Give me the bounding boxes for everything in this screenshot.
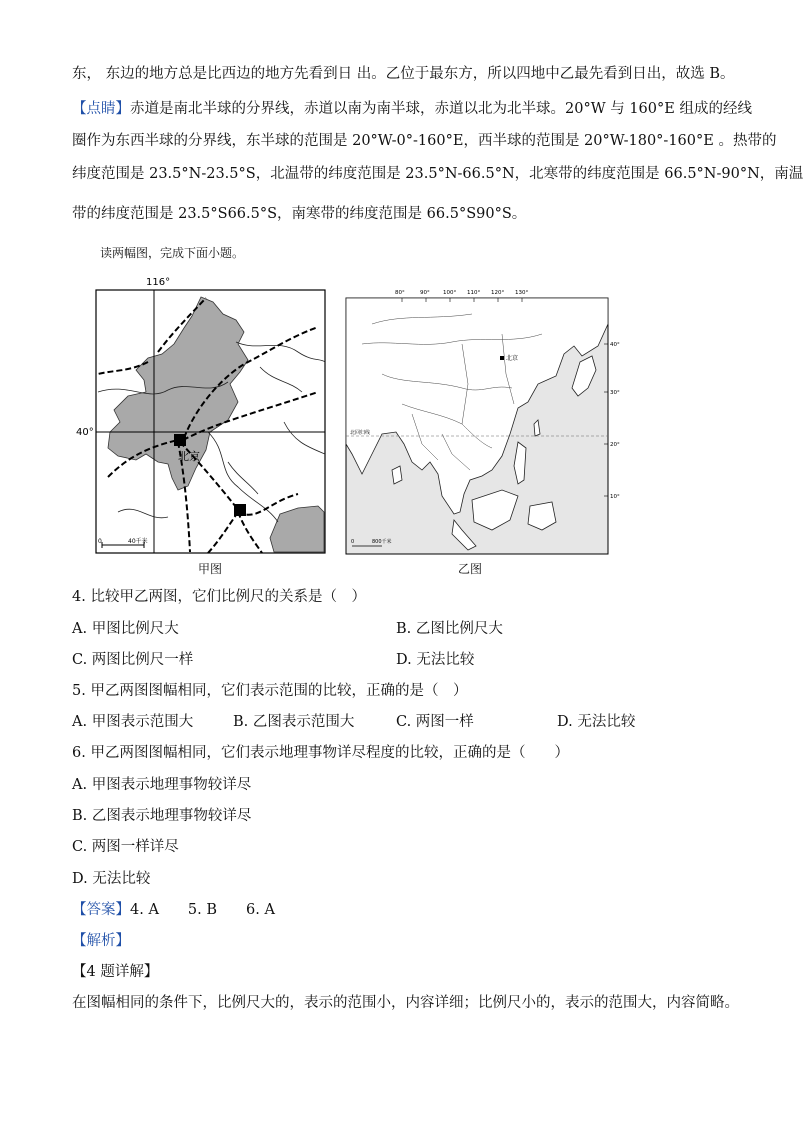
detail-text: 在图幅相同的条件下，比例尺大的，表示的范围小，内容详细；比例尺小的，表示的范围大，内容简略。 xyxy=(72,995,739,1011)
q5-option-c[interactable]: C. 两图一样 xyxy=(396,714,474,730)
intro-text: 读两幅图，完成下面小题。 xyxy=(100,246,245,260)
beijing-label: 北京 xyxy=(178,450,200,463)
q5-option-a[interactable]: A. 甲图表示范围大 xyxy=(72,714,194,730)
paragraph-2-text: 赤道是南北半球的分界线，赤道以南为南半球，赤道以北为北半球。20°W 与 160°E 组成的经线 xyxy=(130,101,752,117)
q6-option-c[interactable]: C. 两图一样详尽 xyxy=(72,839,179,855)
answer-line xyxy=(72,900,275,920)
svg-text:0: 0 xyxy=(98,538,102,545)
paragraph-4: 纬度范围是 23.5°N-23.5°S，北温带的纬度范围是 23.5°N-66.5°N，北寒带的纬度范围是 66.5°N-90°N，南温 xyxy=(72,166,803,182)
lon-tick-90: 90° xyxy=(420,290,430,296)
paragraph-5: 带的纬度范围是 23.5°S66.5°S，南寒带的纬度范围是 66.5°S90°S。 xyxy=(72,206,527,222)
q4-option-c[interactable]: C. 两图比例尺一样 xyxy=(72,652,194,668)
map-jia xyxy=(76,272,330,560)
paragraph-2 xyxy=(72,99,752,119)
svg-text:40千米: 40千米 xyxy=(128,538,148,545)
q4-option-b[interactable]: B. 乙图比例尺大 xyxy=(396,621,503,637)
q5-option-b[interactable]: B. 乙图表示范围大 xyxy=(233,714,355,730)
lat-tick-20: 20° xyxy=(610,442,620,448)
answer-text: 4. A 5. B 6. A xyxy=(130,902,275,918)
tropic-label: 北回归线 xyxy=(350,430,371,436)
q5-stem: 5. 甲乙两图图幅相同，它们表示范围的比较，正确的是（ ） xyxy=(72,683,468,699)
tip-tag: 【点睛】 xyxy=(72,101,130,117)
svg-text:800千米: 800千米 xyxy=(372,539,392,545)
city-block-beijing xyxy=(174,434,186,446)
lon-tick-120: 120° xyxy=(491,290,505,296)
svg-text:0: 0 xyxy=(351,539,355,545)
caption-yi: 乙图 xyxy=(457,562,482,576)
q4-option-a[interactable]: A. 甲图比例尺大 xyxy=(72,621,179,637)
lon-tick-110: 110° xyxy=(467,290,481,296)
lon-label-116: 116° xyxy=(146,277,171,288)
q4-stem: 4. 比较甲乙两图，它们比例尺的关系是（ ） xyxy=(72,589,366,605)
q6-option-b[interactable]: B. 乙图表示地理事物较详尽 xyxy=(72,808,252,824)
detail-tag: 【4 题详解】 xyxy=(72,964,159,980)
lat-tick-10: 10° xyxy=(610,494,620,500)
beijing-label-yi: 北京 xyxy=(506,355,519,362)
lon-tick-80: 80° xyxy=(395,290,405,296)
lat-tick-40: 40° xyxy=(610,342,620,348)
lon-tick-130: 130° xyxy=(515,290,529,296)
lat-label-40: 40° xyxy=(76,427,94,438)
q6-stem: 6. 甲乙两图图幅相同，它们表示地理事物详尽程度的比较，正确的是（ ） xyxy=(72,745,569,761)
paragraph-3: 圈作为东西半球的分界线，东半球的范围是 20°W-0°-160°E，西半球的范围是 20°W-180°-160°E 。热带的 xyxy=(72,133,777,149)
beijing-marker xyxy=(500,356,504,360)
analysis-tag: 【解析】 xyxy=(72,933,130,949)
answer-tag: 【答案】 xyxy=(72,902,130,918)
lat-tick-30: 30° xyxy=(610,390,620,396)
q4-option-d[interactable]: D. 无法比较 xyxy=(396,652,475,668)
city-block-secondary xyxy=(234,504,246,516)
q6-option-a[interactable]: A. 甲图表示地理事物较详尽 xyxy=(72,777,252,793)
paragraph-1: 东， 东边的地方总是比西边的地方先看到日 出。乙位于最东方，所以四地中乙最先看到日出，故选 B。 xyxy=(72,66,735,82)
map-yi xyxy=(342,284,618,560)
q5-option-d[interactable]: D. 无法比较 xyxy=(557,714,636,730)
caption-jia: 甲图 xyxy=(197,562,222,576)
q6-option-d[interactable]: D. 无法比较 xyxy=(72,871,151,887)
lon-tick-100: 100° xyxy=(443,290,457,296)
